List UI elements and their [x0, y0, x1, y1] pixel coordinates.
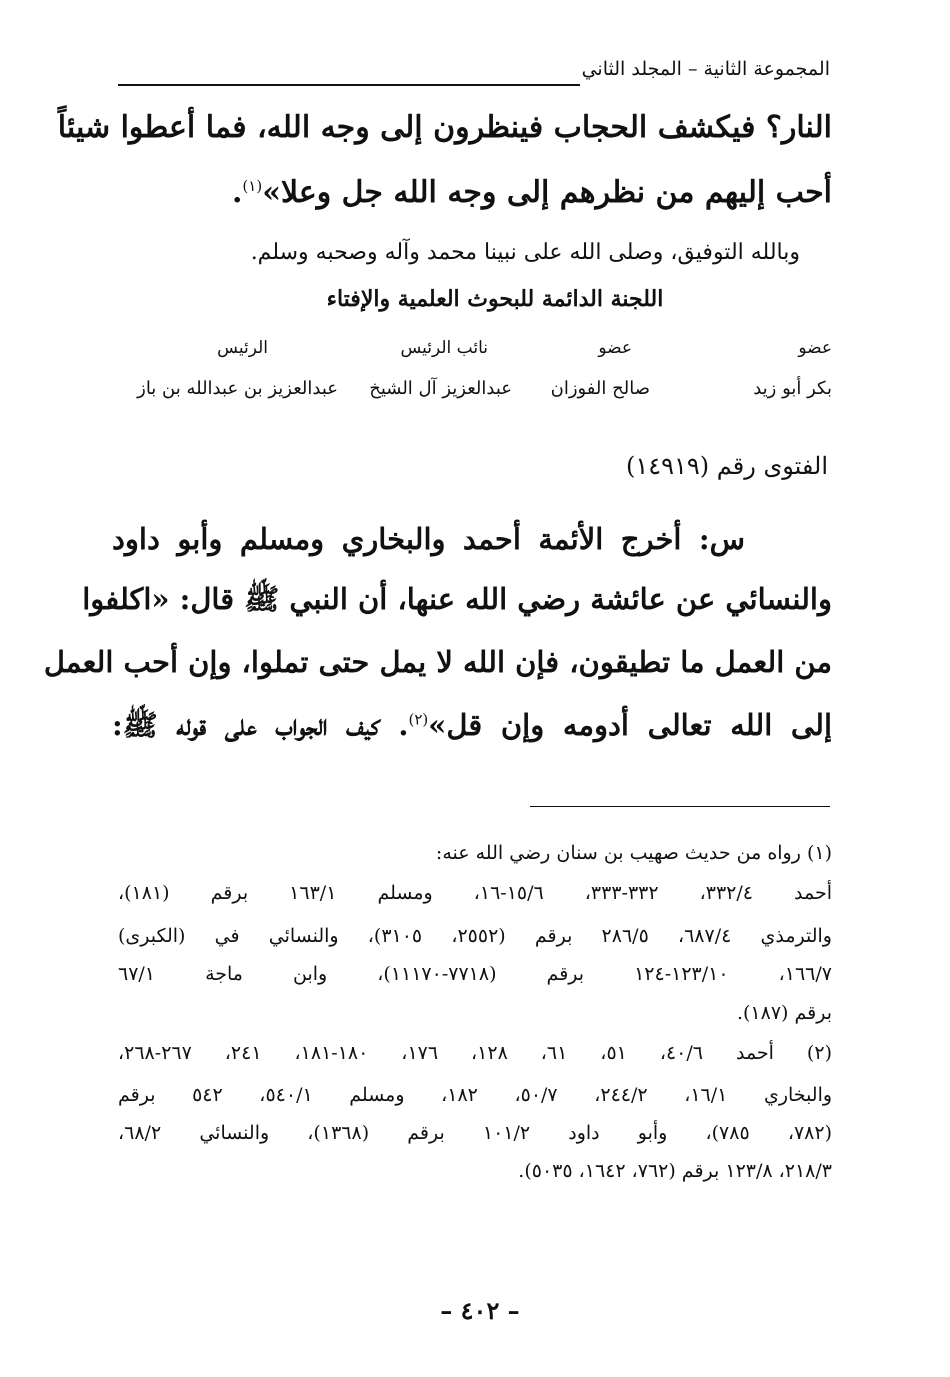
body-line-2 [110, 175, 832, 210]
footnote-1-line-5: برقم (١٨٧). [736, 1002, 832, 1024]
footnote-1-line-4: ١٦٦/٧، ١٢٣/١٠-١٢٤ برقم (٧٧١٨-١١١٧٠)، وابن ماجة ٦٧/١ [118, 963, 832, 985]
header-rule [118, 84, 580, 86]
signatory-name-1: بكر أبو زيد [753, 378, 832, 399]
signatory-role-2: عضو [598, 338, 632, 358]
footnote-2-line-4: ٢١٨/٣، ١٢٣/٨ برقم (٧٦٢، ١٦٤٢، ٥٠٣٥). [518, 1160, 832, 1182]
page-number: – ٤٠٢ – [440, 1296, 520, 1325]
question-line-3: من العمل ما تطيقون، فإن الله لا يمل حتى تملوا، وإن أحب العمل [43, 645, 832, 679]
question-line-4 [112, 708, 832, 750]
footnote-2-line-1: (٢) أحمد ٤٠/٦، ٥١، ٦١، ١٢٨، ١٧٦، ١٨٠-١٨١، ٢٤١، ٢٦٧-٢٦٨، [118, 1042, 832, 1064]
question-line-4-text: إلى الله تعالى أدومه وإن قل» [428, 708, 832, 742]
footnote-2-line-3: (٧٨٢، ٧٨٥)، وأبو داود ١٠١/٢ برقم (١٣٦٨)، والنسائي ٦٨/٢، [118, 1122, 832, 1144]
closing-line: وبالله التوفيق، وصلى الله على نبينا محمد وآله وصحبه وسلم. [250, 240, 800, 265]
question-line-4-end: . كيف الجواب على قوله ﷺ: [112, 708, 409, 742]
question-line-1: س: أخرج الأئمة أحمد والبخاري ومسلم وأبو داود [112, 522, 745, 556]
signatory-role-4: الرئيس [217, 338, 268, 358]
running-header: المجموعة الثانية – المجلد الثاني [581, 58, 830, 80]
footnote-ref-1: (١) [242, 177, 263, 195]
footnote-1-line-1: (١) رواه من حديث صهيب بن سنان رضي الله عنه: [435, 842, 832, 864]
signatory-role-1: عضو [798, 338, 832, 358]
question-line-2: والنسائي عن عائشة رضي الله عنها، أن النبي ﷺ قال: «اكلفوا [82, 582, 832, 616]
fatwa-number: الفتوى رقم (١٤٩١٩) [625, 452, 828, 480]
signatory-name-2: صالح الفوزان [550, 378, 650, 399]
body-line-2-text: أحب إليهم من نظرهم إلى وجه الله جل وعلا» [262, 175, 832, 210]
body-line-2-end: . [231, 175, 243, 210]
signatory-role-3: نائب الرئيس [400, 338, 488, 358]
committee-title: اللجنة الدائمة للبحوث العلمية والإفتاء [326, 286, 664, 312]
signatory-name-3: عبدالعزيز آل الشيخ [369, 378, 512, 399]
footnote-2-line-2: والبخاري ١٦/١، ٢٤٤/٢، ٥٠/٧، ١٨٢، ومسلم ٥٤٠/١، ٥٤٢ برقم [118, 1084, 833, 1106]
footnote-1-line-2: أحمد ٣٣٢/٤، ٣٣٢-٣٣٣، ١٥/٦-١٦، ومسلم ١٦٣/١ برقم (١٨١)، [118, 882, 833, 904]
footnote-1-line-3: والترمذي ٦٨٧/٤، ٢٨٦/٥ برقم (٢٥٥٢، ٣١٠٥)، والنسائي في (الكبرى) [118, 925, 832, 947]
footnote-separator [530, 806, 830, 807]
body-line-1: النار؟ فيكشف الحجاب فينظرون إلى وجه الله، فما أعطوا شيئاً [57, 110, 832, 145]
footnote-ref-2: (٢) [408, 710, 429, 729]
signatory-name-4: عبدالعزيز بن عبدالله بن باز [137, 378, 338, 399]
